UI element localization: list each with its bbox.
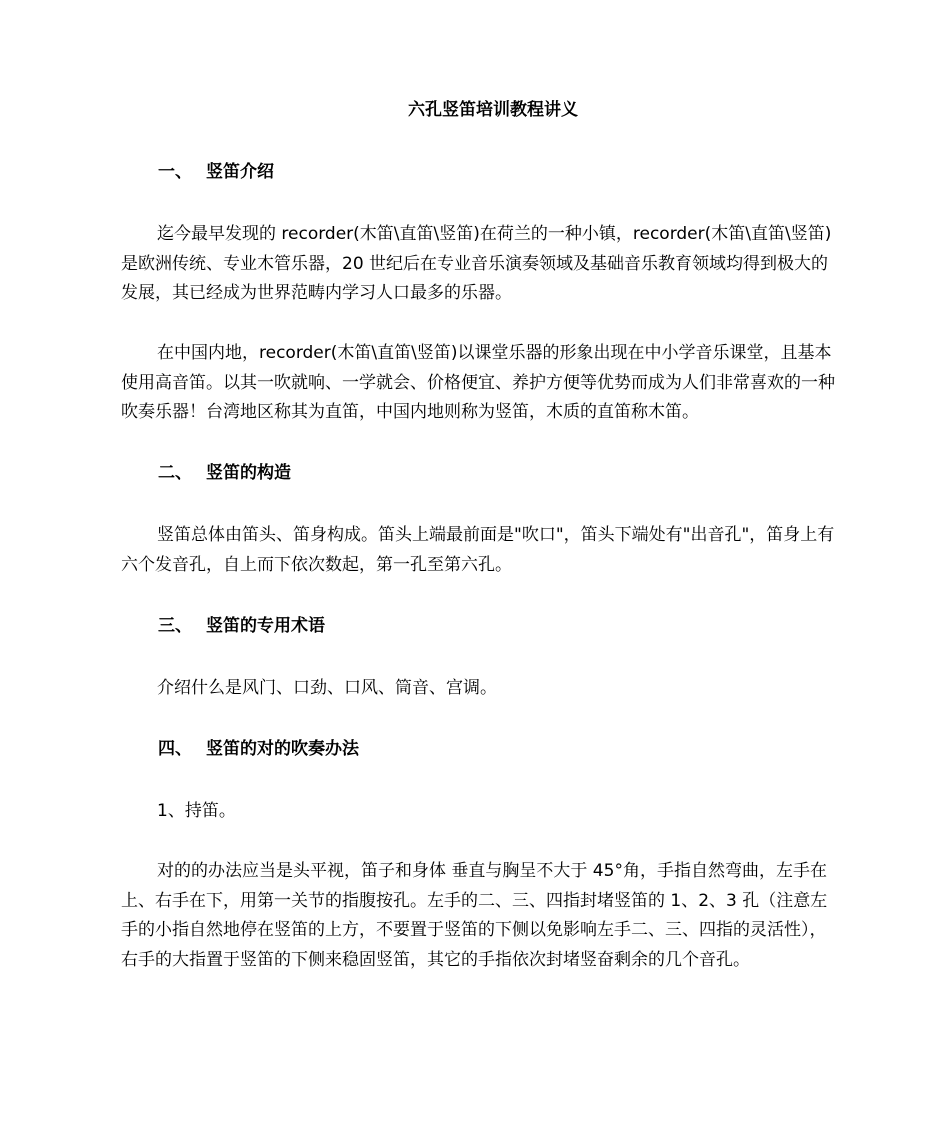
section-heading-terms [158,614,325,638]
paragraph-china: 在中国内地，recorder(木笛\直笛\竖笛)以课堂乐器的形象出现在中小学音乐课堂，且基本使用高音笛。以其一吹就响、一学就会、价格便宜、养护方便等优势而成为人们非常喜欢的一种吹奏乐器！台湾地区称其为直笛，中国内地则称为竖笛，木质的直笛称木笛。 [121,343,835,422]
document-title: 六孔竖笛培训教程讲义 [408,100,578,120]
section-title: 竖笛的构造 [206,463,291,483]
section-heading-intro [158,160,274,184]
section-number: 四、 [158,739,192,759]
section-number: 三、 [158,616,192,636]
section-heading-technique [158,737,359,761]
section-number: 一、 [158,162,192,182]
paragraph-terms: 介绍什么是风门、口劲、口风、筒音、宫调。 [157,678,497,698]
paragraph-holding-label: 1、持笛。 [157,801,236,821]
paragraph-structure: 竖笛总体由笛头、笛身构成。笛头上端最前面是"吹口"，笛头下端处有"出音孔"，笛身上有六个发音孔，自上而下依次数起，第一孔至第六孔。 [121,525,835,575]
paragraph-origin: 迄今最早发现的 recorder(木笛\直笛\竖笛)在荷兰的一种小镇，recorder(木笛\直笛\竖笛)是欧洲传统、专业木管乐器，20 世纪后在专业音乐演奏领域及基础音乐教育领域均得到极大的发展，其已经成为世界范畴内学习人口最多的乐器。 [121,224,832,303]
section-title: 竖笛介绍 [206,162,274,182]
section-number: 二、 [158,463,192,483]
section-heading-structure [158,461,291,485]
section-title: 竖笛的对的吹奏办法 [206,739,359,759]
section-title: 竖笛的专用术语 [206,616,325,636]
paragraph-holding-detail: 对的的办法应当是头平视，笛子和身体 垂直与胸呈不大于 45°角，手指自然弯曲，左手在上、右手在下，用第一关节的指腹按孔。左手的二、三、四指封堵竖笛的 1、2、3 孔（注意左手的小指自然地停在竖笛的上方，不要置于竖笛的下侧以免影响左手二、三、四指的灵活性），右手的大指置于竖笛的下侧来稳固竖笛，其它的手指依次封堵竖奋剩余的几个音孔。 [121,861,828,970]
